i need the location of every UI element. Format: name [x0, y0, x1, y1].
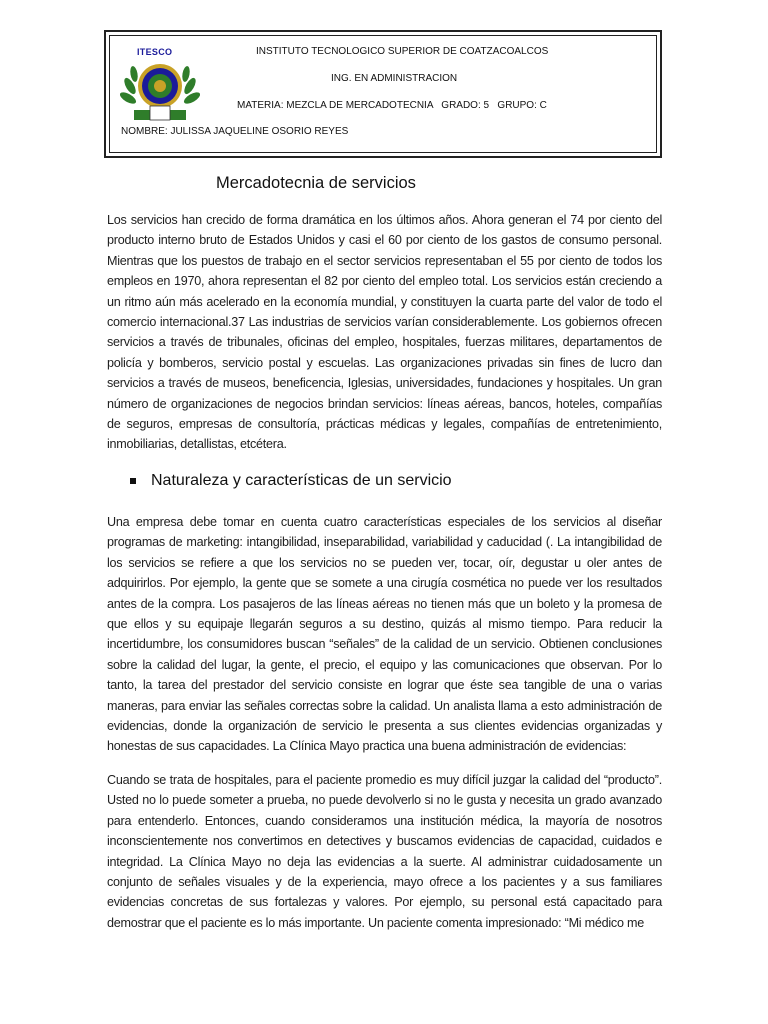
career-name: ING. EN ADMINISTRACION — [331, 73, 458, 84]
document-header — [104, 30, 662, 158]
bullet-icon — [130, 478, 136, 484]
paragraph-intro: Los servicios han crecido de forma dramática en los últimos años. Ahora generan el 74 por ciento del producto interno bruto de Estados Unidos y casi el 60 por ciento de los gastos de consumo personal. Mientras que los puestos de trabajo en el sector servicios representaban el 55 por ciento de todos los empleos en 1970, ahora representan el 82 por ciento del empleo total. Los servicios están creciendo a un ritmo aún más acelerado en la economía mundial, y constituyen la cuarta parte del valor de todo el comercio internacional.37 Las industrias de servicios varían considerablemente. Los gobiernos ofrecen servicios a través de tribunales, oficinas del empleo, hospitales, fuerzas militares, departamentos de policía y bomberos, servicio postal y escuelas. Las organizaciones privadas sin fines de lucro dan servicios a través de museos, beneficencia, Iglesias, universidades, fundaciones y hospitales. Un gran número de organizaciones de negocios brindan servicios: líneas aéreas, bancos, hoteles, compañías de seguros, empresas de consultoría, prácticas médicas y legales, compañías de entretenimiento, inmobiliarias, detallistas, etcétera. — [107, 213, 662, 452]
page-title: Mercadotecnia de servicios — [216, 174, 416, 192]
paragraph-characteristics: Una empresa debe tomar en cuenta cuatro características especiales de los servicios al diseñar programas de marketing: intangibilidad, inseparabilidad, variabilidad y caducidad (. La intangibilidad de los servicios se refiere a que los servicios no se pueden ver, tocar, oír, degustar u oler antes de adquirirlos. Por ejemplo, la gente que se somete a una cirugía cosmética no puede ver los resultados antes de la compra. Los pasajeros de las líneas aéreas no tienen más que un boleto y la promesa de que ellos y su equipaje llegarán seguros a su destino, quizás al mismo tiempo. Para reducir la incertidumbre, los consumidores buscan “señales” de la calidad de un servicio. Obtienen conclusiones sobre la calidad del lugar, la gente, el precio, el equipo y las comunicaciones que observan. Por lo tanto, la tarea del prestador del servicio consiste en lograr que éste sea tangible de una o varias maneras, para enviar las señales correctas sobre la calidad. Un analista llama a esto administración de evidencias, donde la organización de servicio le presenta a sus clientes evidencias organizadas y honestas de sus capacidades. La Clínica Mayo practica una buena administración de evidencias: — [107, 515, 662, 754]
student-name: NOMBRE: JULISSA JAQUELINE OSORIO REYES — [121, 126, 349, 137]
paragraph-hospitals: Cuando se trata de hospitales, para el paciente promedio es muy difícil juzgar la calidad del “producto”. Usted no lo puede someter a prueba, no puede devolverlo si no le gusta y necesita un grado avanzado para entenderlo. Entonces, cuando consideramos una institución médica, la mayoría de nosotros inconscientemente nos convertimos en detectives y buscamos evidencias de capacidad, cuidados e integridad. La Clínica Mayo no deja las evidencias a la suerte. Al administrar cuidadosamente un conjunto de señales visuales y de la experiencia, mayo ofrece a los pacientes y a sus familiares evidencias concretas de sus fortalezas y valores. Por ejemplo, su personal está capacitado para demostrar que el paciente es lo más importante. Un paciente comenta impresionado: “Mi médico me — [107, 773, 662, 930]
section-heading-text: Naturaleza y características de un servicio — [151, 472, 452, 489]
itesco-logo-icon — [120, 46, 200, 126]
subject-line: MATERIA: MEZCLA DE MERCADOTECNIA GRADO: 5 GRUPO: C — [237, 100, 547, 111]
header-inner-border — [109, 35, 657, 153]
section-heading — [130, 472, 452, 490]
institution-name: INSTITUTO TECNOLOGICO SUPERIOR DE COATZACOALCOS — [256, 46, 549, 57]
logo-text: ITESCO — [137, 47, 173, 57]
